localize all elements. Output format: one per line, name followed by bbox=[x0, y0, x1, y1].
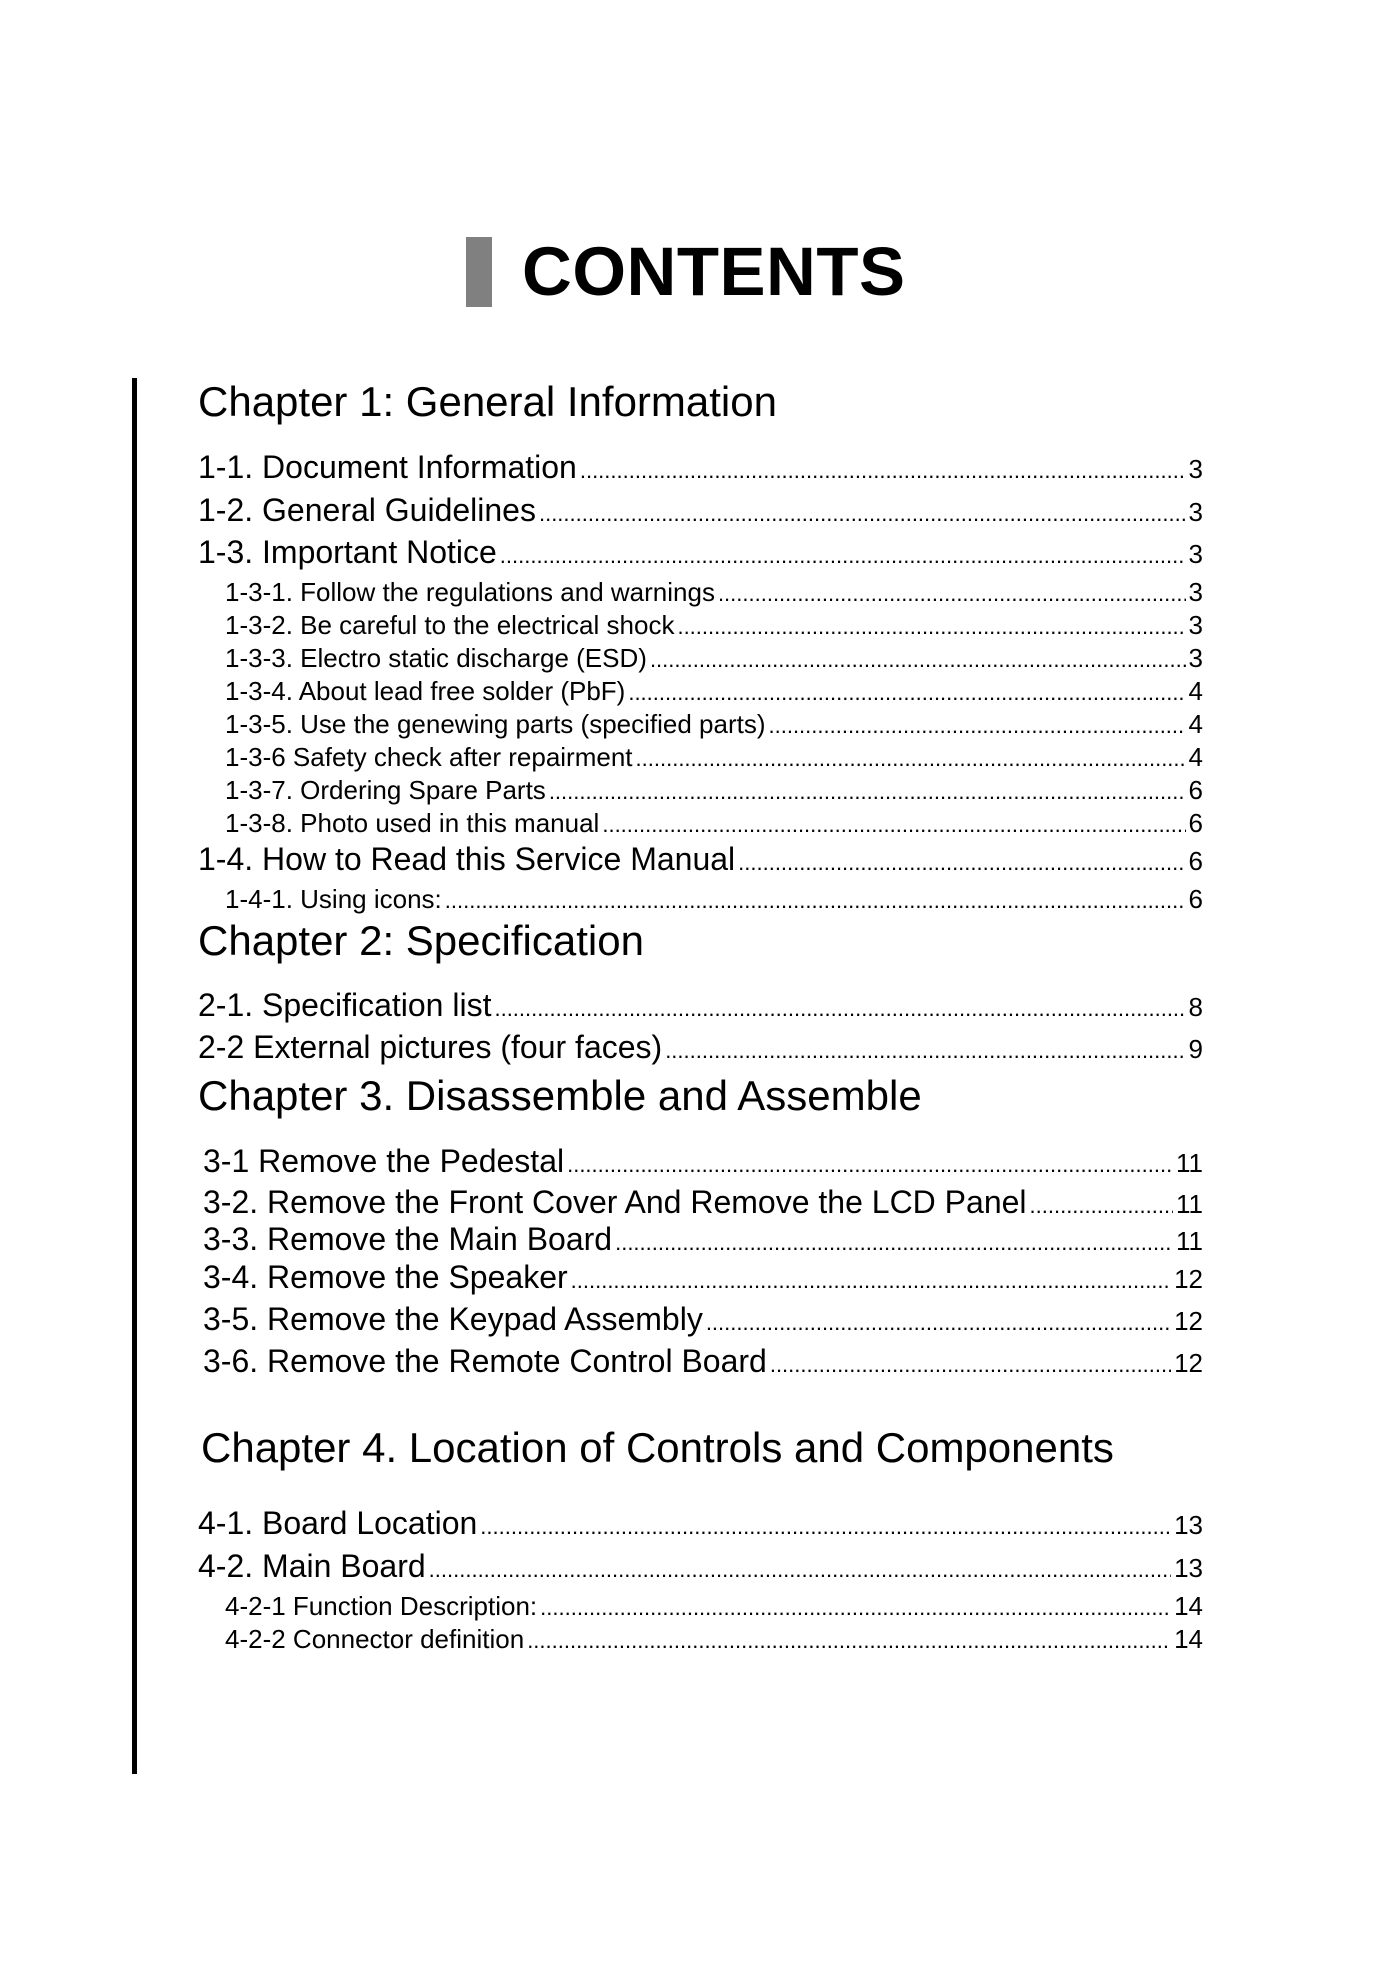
toc-leader-dots bbox=[636, 746, 1186, 772]
toc-page-number: 14 bbox=[1174, 1591, 1203, 1621]
toc-leader-dots bbox=[549, 779, 1186, 805]
toc-page-number: 6 bbox=[1188, 884, 1203, 914]
toc-leader-dots bbox=[500, 543, 1186, 569]
toc-section-entry[interactable] bbox=[203, 1183, 1203, 1221]
toc-leader-dots bbox=[602, 812, 1185, 838]
toc-section-entry[interactable] bbox=[203, 1300, 1203, 1338]
toc-leader-dots bbox=[1030, 1193, 1173, 1219]
toc-section-entry[interactable] bbox=[198, 1504, 1203, 1542]
toc-section-entry[interactable] bbox=[198, 986, 1203, 1024]
toc-subsection-entry[interactable] bbox=[225, 675, 1203, 707]
toc-entry-title: 1-3-3. Electro static discharge (ESD) bbox=[225, 643, 647, 673]
toc-page-number: 6 bbox=[1188, 808, 1203, 838]
toc-leader-dots bbox=[445, 888, 1186, 914]
toc-page-number: 4 bbox=[1188, 676, 1203, 706]
toc-entry-title: 2-2 External pictures (four faces) bbox=[198, 1029, 663, 1065]
toc-entry-title: 3-4. Remove the Speaker bbox=[203, 1259, 568, 1295]
toc-leader-dots bbox=[615, 1230, 1173, 1256]
toc-page-number: 3 bbox=[1188, 454, 1203, 484]
toc-leader-dots bbox=[571, 1268, 1171, 1294]
toc-entry-title: 3-2. Remove the Front Cover And Remove the LCD Panel bbox=[203, 1184, 1027, 1220]
toc-page-number: 11 bbox=[1176, 1226, 1203, 1256]
toc-page-number: 12 bbox=[1174, 1306, 1203, 1336]
toc-leader-dots bbox=[738, 850, 1185, 876]
toc-section-entry[interactable] bbox=[198, 448, 1203, 486]
toc-subsection-entry[interactable] bbox=[225, 1623, 1203, 1655]
toc-leader-dots bbox=[665, 1038, 1185, 1064]
toc-entry-title: 3-6. Remove the Remote Control Board bbox=[203, 1343, 767, 1379]
toc-leader-dots bbox=[677, 614, 1185, 640]
toc-entry-title: 1-3-6 Safety check after repairment bbox=[225, 742, 633, 772]
toc-entry-title: 1-3-4. About lead free solder (PbF) bbox=[225, 676, 626, 706]
chapter-heading: Chapter 2: Specification bbox=[198, 917, 644, 964]
toc-entry-title: 1-3-5. Use the genewing parts (specified parts) bbox=[225, 709, 766, 739]
toc-entry-title: 3-3. Remove the Main Board bbox=[203, 1221, 613, 1257]
toc-page-number: 11 bbox=[1176, 1148, 1203, 1178]
toc-subsection-entry[interactable] bbox=[225, 1590, 1203, 1622]
toc-subsection-entry[interactable] bbox=[225, 883, 1203, 915]
toc-page-number: 13 bbox=[1174, 1553, 1203, 1583]
toc-leader-dots bbox=[628, 680, 1185, 706]
toc-leader-dots bbox=[718, 581, 1186, 607]
toc-leader-dots bbox=[769, 713, 1186, 739]
toc-page-number: 3 bbox=[1188, 643, 1203, 673]
toc-page-number: 6 bbox=[1188, 846, 1203, 876]
toc-leader-dots bbox=[494, 996, 1185, 1022]
toc-section-entry[interactable] bbox=[198, 1028, 1203, 1066]
toc-page-number: 12 bbox=[1174, 1264, 1203, 1294]
toc-section-entry[interactable] bbox=[198, 533, 1203, 571]
toc-section-entry[interactable] bbox=[198, 491, 1203, 529]
toc-entry-title: 1-4-1. Using icons: bbox=[225, 884, 442, 914]
toc-subsection-entry[interactable] bbox=[225, 609, 1203, 641]
toc-section-entry[interactable] bbox=[203, 1142, 1203, 1180]
toc-subsection-entry[interactable] bbox=[225, 774, 1203, 806]
toc-entry-title: 1-3. Important Notice bbox=[198, 534, 497, 570]
toc-subsection-entry[interactable] bbox=[225, 708, 1203, 740]
toc-entry-title: 2-1. Specification list bbox=[198, 987, 492, 1023]
toc-page-number: 4 bbox=[1188, 709, 1203, 739]
toc-leader-dots bbox=[480, 1514, 1171, 1540]
toc-entry-title: 4-1. Board Location bbox=[198, 1505, 478, 1541]
chapter-heading: Chapter 3. Disassemble and Assemble bbox=[198, 1072, 922, 1119]
toc-entry-title: 1-3-8. Photo used in this manual bbox=[225, 808, 600, 838]
toc-entry-title: 3-5. Remove the Keypad Assembly bbox=[203, 1301, 703, 1337]
toc-leader-dots bbox=[650, 647, 1186, 673]
toc-section-entry[interactable] bbox=[203, 1258, 1203, 1296]
toc-leader-dots bbox=[706, 1310, 1171, 1336]
toc-page-number: 9 bbox=[1188, 1034, 1203, 1064]
toc-entry-title: 3-1 Remove the Pedestal bbox=[203, 1143, 565, 1179]
toc-section-entry[interactable] bbox=[198, 840, 1203, 878]
toc-entry-title: 1-3-1. Follow the regulations and warnings bbox=[225, 577, 715, 607]
toc-subsection-entry[interactable] bbox=[225, 576, 1203, 608]
toc-page-number: 11 bbox=[1176, 1189, 1203, 1219]
toc-leader-dots bbox=[429, 1557, 1171, 1583]
toc-page-number: 3 bbox=[1188, 577, 1203, 607]
toc-entry-title: 1-1. Document Information bbox=[198, 449, 577, 485]
toc-entry-title: 1-4. How to Read this Service Manual bbox=[198, 841, 736, 877]
toc-subsection-entry[interactable] bbox=[225, 741, 1203, 773]
toc-section-entry[interactable] bbox=[203, 1220, 1203, 1258]
toc-entry-title: 1-2. General Guidelines bbox=[198, 492, 536, 528]
toc-entry-title: 4-2-1 Function Description: bbox=[225, 1591, 538, 1621]
page-title: CONTENTS bbox=[522, 233, 906, 310]
toc-entry-title: 4-2-2 Connector definition bbox=[225, 1624, 525, 1654]
chapter-heading: Chapter 1: General Information bbox=[198, 378, 777, 425]
toc-entry-title: 1-3-2. Be careful to the electrical shock bbox=[225, 610, 675, 640]
toc-page-number: 3 bbox=[1188, 539, 1203, 569]
toc-page-number: 4 bbox=[1188, 742, 1203, 772]
toc-leader-dots bbox=[567, 1152, 1173, 1178]
toc-page-number: 3 bbox=[1188, 497, 1203, 527]
toc-page-number: 6 bbox=[1188, 775, 1203, 805]
toc-subsection-entry[interactable] bbox=[225, 807, 1203, 839]
toc-page-number: 3 bbox=[1188, 610, 1203, 640]
toc-entry-title: 4-2. Main Board bbox=[198, 1548, 426, 1584]
toc-section-entry[interactable] bbox=[198, 1547, 1203, 1585]
toc-leader-dots bbox=[540, 1595, 1171, 1621]
toc-leader-dots bbox=[770, 1352, 1171, 1378]
toc-leader-dots bbox=[527, 1628, 1171, 1654]
toc-entry-title: 1-3-7. Ordering Spare Parts bbox=[225, 775, 546, 805]
chapter-heading: Chapter 4. Location of Controls and Components bbox=[201, 1424, 1114, 1471]
toc-page-number: 14 bbox=[1174, 1624, 1203, 1654]
toc-section-entry[interactable] bbox=[203, 1342, 1203, 1380]
toc-page-number: 13 bbox=[1174, 1510, 1203, 1540]
toc-page-number: 12 bbox=[1174, 1348, 1203, 1378]
toc-leader-dots bbox=[539, 501, 1186, 527]
toc-page-number: 8 bbox=[1188, 992, 1203, 1022]
toc-subsection-entry[interactable] bbox=[225, 642, 1203, 674]
toc-leader-dots bbox=[580, 458, 1186, 484]
